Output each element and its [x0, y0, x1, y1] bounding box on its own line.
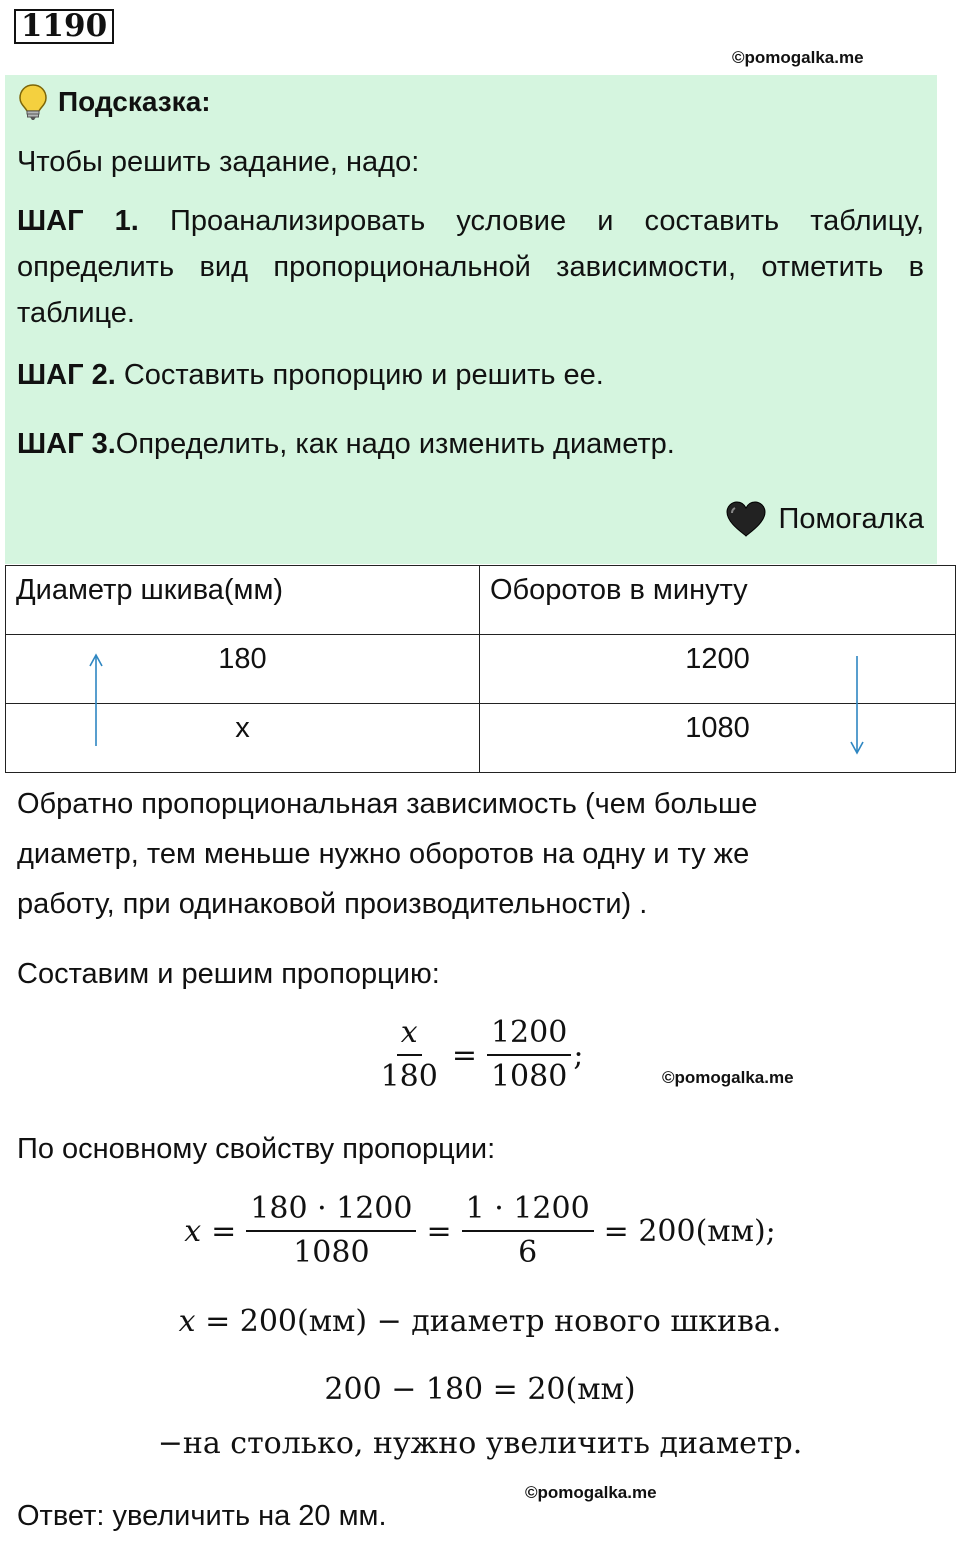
- brand-name: Помогалка: [778, 502, 924, 535]
- table-cell: 180: [6, 635, 480, 704]
- explanation-line-3: работу, при одинаковой производительности) .: [17, 888, 648, 920]
- equals-sign: =: [211, 1213, 237, 1249]
- table-cell: x: [6, 704, 480, 773]
- fraction-denominator: 1080: [490, 1059, 568, 1094]
- conclusion-text: = 200(мм) − диаметр нового шкива.: [195, 1304, 782, 1339]
- step-1-text: Проанализировать условие и составить таблицу, определить вид пропорциональной зависимости, отметить в таблице.: [17, 205, 924, 329]
- table-row: [6, 704, 956, 773]
- fraction-calc-1: [246, 1192, 416, 1270]
- step-1-label: ШАГ 1.: [17, 205, 139, 237]
- table-row: [6, 635, 956, 704]
- fraction-numerator: 1 · 1200: [462, 1192, 594, 1232]
- fraction-lhs: [377, 1016, 442, 1094]
- difference-note: −на столько, нужно увеличить диаметр.: [157, 1426, 803, 1461]
- variable-x: x: [184, 1213, 202, 1249]
- calculation-equation: [160, 1192, 800, 1270]
- watermark-top: ©pomogalka.me: [732, 48, 864, 67]
- step-2-label: ШАГ 2.: [17, 359, 116, 391]
- table-header-diameter: Диаметр шкива(мм): [6, 566, 480, 635]
- fraction-calc-2: [462, 1192, 594, 1270]
- table-header-row: [6, 566, 956, 635]
- watermark-bottom: ©pomogalka.me: [525, 1483, 657, 1502]
- equals-sign: =: [451, 1037, 477, 1073]
- fraction-denominator: 1080: [293, 1235, 370, 1270]
- fraction-denominator: 180: [380, 1059, 438, 1094]
- task-number: 1190: [14, 9, 114, 44]
- step-3-text: Определить, как надо изменить диаметр.: [115, 428, 675, 460]
- lightbulb-icon: [18, 83, 48, 121]
- variable-x: x: [178, 1304, 196, 1339]
- heart-icon: [725, 500, 767, 538]
- step-3-label: ШАГ 3.: [17, 428, 116, 460]
- fraction-numerator: x: [397, 1016, 422, 1056]
- fraction-numerator: 1200: [487, 1016, 571, 1056]
- fraction-numerator: 180 · 1200: [246, 1192, 416, 1232]
- table-header-rpm: Оборотов в минуту: [480, 566, 956, 635]
- watermark-middle: ©pomogalka.me: [662, 1068, 794, 1087]
- equals-sign: =: [426, 1213, 452, 1249]
- semicolon: ;: [573, 1037, 584, 1073]
- arrow-down-icon: [847, 654, 867, 756]
- calculation-result: = 200(мм);: [603, 1213, 776, 1249]
- conclusion-line: [0, 1304, 960, 1339]
- answer-text: Ответ: увеличить на 20 мм.: [17, 1500, 387, 1532]
- explanation-line-1: Обратно пропорциональная зависимость (чем больше: [17, 788, 758, 820]
- step-2-text: Составить пропорцию и решить ее.: [123, 359, 604, 391]
- brand-row: [725, 497, 924, 541]
- hint-step-3: [17, 421, 675, 467]
- hint-step-1: [17, 198, 924, 336]
- explanation-line-2: диаметр, тем меньше нужно оборотов на одну и ту же: [17, 838, 750, 870]
- table-cell: 1200: [480, 635, 956, 704]
- difference-equation: 200 − 180 = 20(мм): [324, 1372, 636, 1407]
- fraction-denominator: 6: [518, 1235, 538, 1270]
- arrow-up-icon: [86, 652, 106, 748]
- hint-intro: Чтобы решить задание, надо:: [17, 146, 420, 178]
- hint-header: [18, 82, 211, 122]
- proportion-intro: Составим и решим пропорцию:: [17, 958, 440, 990]
- data-table: [5, 565, 956, 773]
- hint-step-2: [17, 352, 604, 398]
- table-cell: 1080: [480, 704, 956, 773]
- proportion-equation: [360, 1016, 600, 1094]
- hint-title: Подсказка:: [58, 86, 211, 117]
- fraction-rhs: [487, 1016, 571, 1094]
- property-intro: По основному свойству пропорции:: [17, 1133, 496, 1165]
